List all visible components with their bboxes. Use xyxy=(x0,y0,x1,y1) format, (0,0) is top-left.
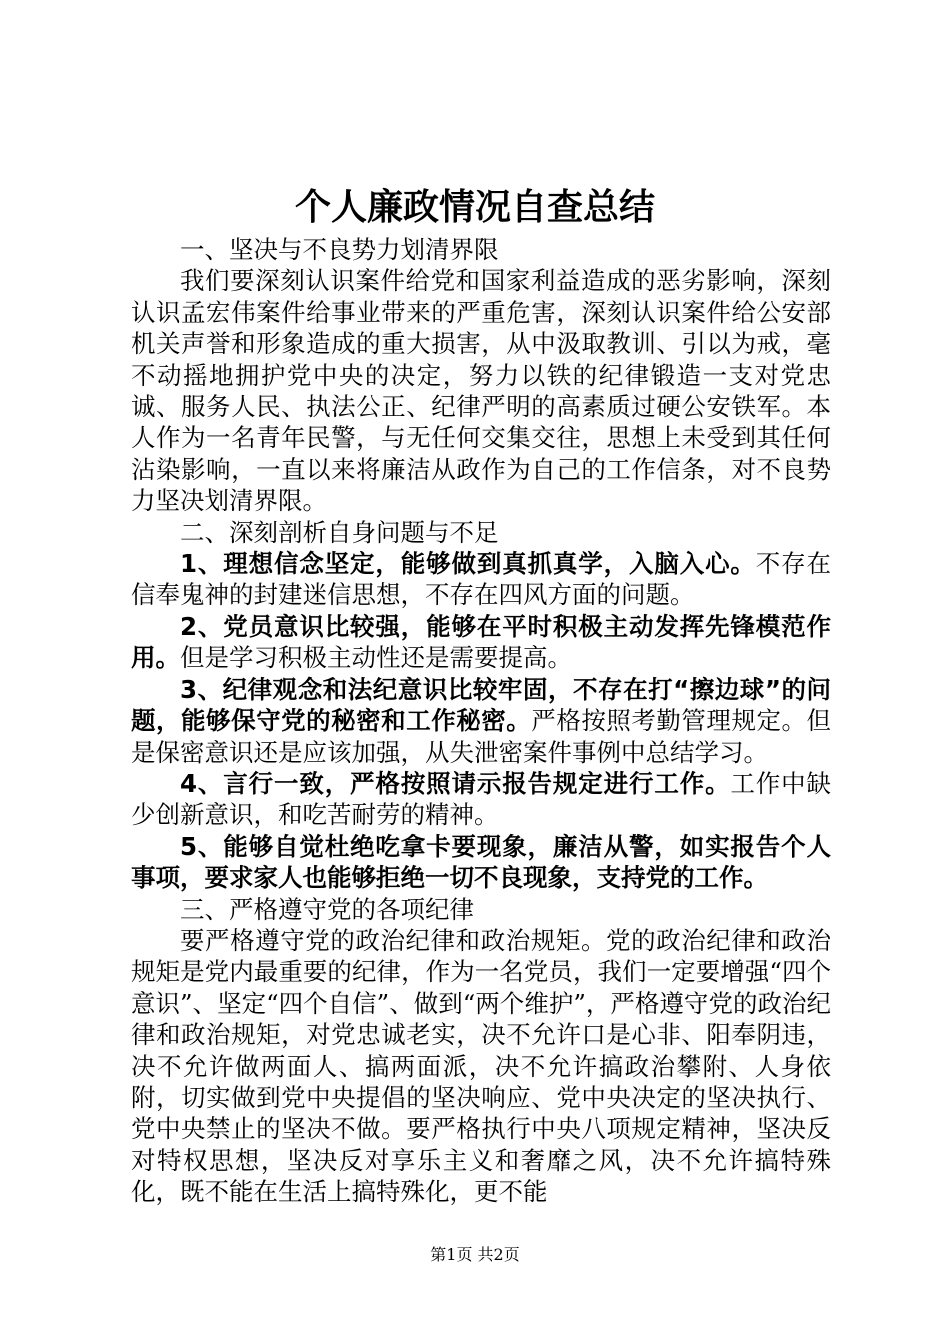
item-text: 工作中缺少创新意识，和吃苦耐劳的精神。 xyxy=(131,768,832,830)
item-text: 不存在信奉鬼神的封建迷信思想，不存在四风方面的问题。 xyxy=(131,549,832,610)
paragraph: 我们要深刻认识案件给党和国家利益造成的恶劣影响，深刻认识孟宏伟案件给事业带来的严重危害，深刻认识案件给公安部机关声誉和形象造成的重大损害，从中汲取教训、引以为戒，毫不动摇地拥护党中央的决定，努力以铁的纪律锻造一支对党忠诚、服务人民、执法公正、纪律严明的高素质过硬公安铁军。本人作为一名青年民警，与无任何交集交往，思想上未受到其任何沾染影响，一直以来将廉洁从政作为自己的工作信条，对不良势力坚决划清界限。 xyxy=(131,266,831,516)
item-text: 但是学习积极主动性还是需要提高。 xyxy=(180,643,572,673)
item-lead: 2、党员意识比较强，能够在平时积极主动发挥先锋模范作用。 xyxy=(131,611,831,673)
paragraph: 要严格遵守党的政治纪律和政治规矩。党的政治纪律和政治规矩是党内最重要的纪律，作为一名党员，我们一定要增强“四个意识”、坚定“四个自信”、做到“两个维护”，严格遵守党的政治纪律和政治规矩，对党忠诚老实，决不允许口是心非、阳奉阴违，决不允许做两面人、搞两面派，决不允许搞政治攀附、人身依附，切实做到党中央提倡的坚决响应、党中央决定的坚决执行、党中央禁止的坚决不做。要严格执行中央八项规定精神，坚决反对特权思想，坚决反对享乐主义和奢靡之风，决不允许搞特殊化，既不能在生活上搞特殊化，更不能 xyxy=(131,925,831,1207)
item-lead: 4、言行一致，严格按照请示报告规定进行工作。 xyxy=(180,768,731,798)
item-lead: 5、能够自觉杜绝吃拿卡要现象，廉洁从警，如实报告个人事项，要求家人也能够拒绝一切不良现象，支持党的工作。 xyxy=(131,831,831,893)
section-heading: 二、深刻剖析自身问题与不足 xyxy=(180,517,499,547)
list-item xyxy=(131,831,831,894)
list-item xyxy=(131,548,831,611)
list-item xyxy=(131,768,831,831)
item-text: 严格按照考勤管理规定。但是保密意识还是应该加强，从失泄密案件事例中总结学习。 xyxy=(131,706,831,767)
section-heading: 一、坚决与不良势力划清界限 xyxy=(180,235,499,264)
document-title: 个人廉政情况自查总结 xyxy=(294,187,655,228)
item-lead: 1、理想信念坚定，能够做到真抓真学，入脑入心。 xyxy=(180,549,756,579)
page-footer: 第1页 共2页 xyxy=(430,1245,520,1264)
list-item xyxy=(131,674,831,768)
item-lead: 3、纪律观念和法纪意识比较牢固，不存在打“擦边球”的问题，能够保守党的秘密和工作秘密。 xyxy=(131,674,831,736)
section-heading: 三、严格遵守党的各项纪律 xyxy=(180,894,474,924)
list-item xyxy=(131,611,831,674)
document-body xyxy=(131,234,831,1208)
